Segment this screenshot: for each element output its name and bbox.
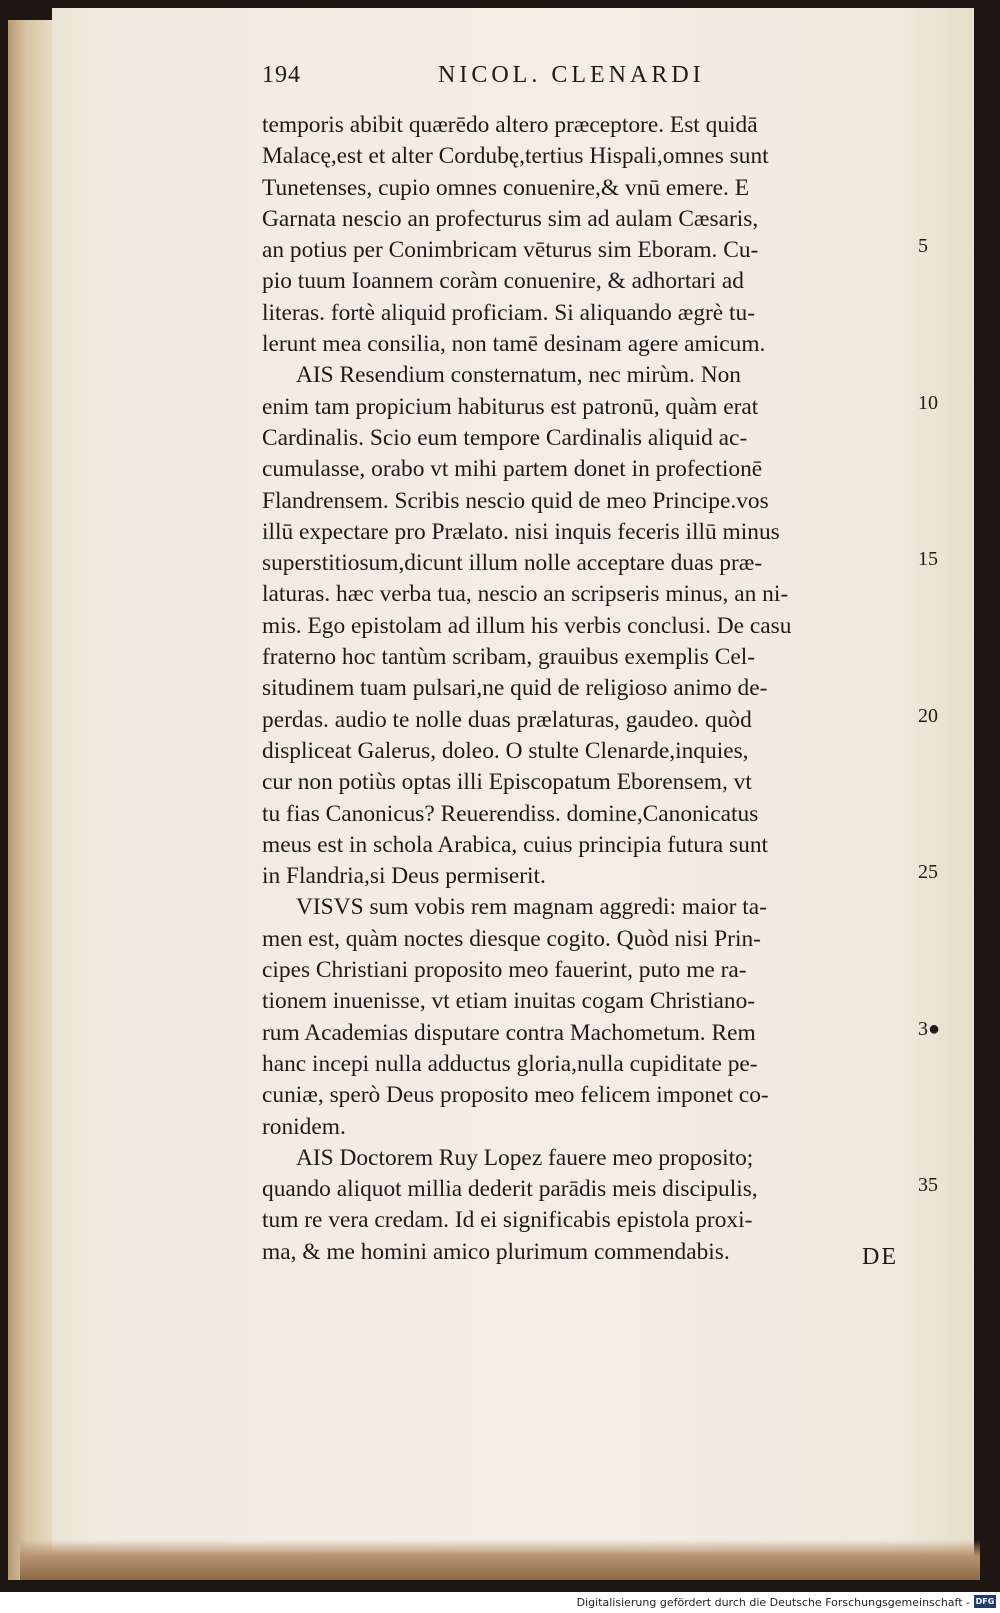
text-line: ma, & me homini amico plurimum commendabis. [262,1238,730,1265]
text-line: an potius per Conimbricam vēturus sim Eboram. Cu- [262,237,759,264]
text-line: perdas. audio te nolle duas prælaturas, gaudeo. quòd [262,706,752,733]
line-number: 3● [918,1018,941,1040]
text-line: enim tam propicium habiturus est patronū, quàm erat [262,393,759,420]
text-line: Garnata nescio an profecturus sim ad aulam Cæsaris, [262,205,759,232]
page-left-edge [8,20,54,1580]
catchword: DE [862,1244,898,1270]
text-line: laturas. hæc verba tua, nescio an scripseris minus, an ni- [262,581,789,608]
text-line: cumulasse, orabo vt mihi partem donet in profectionē [262,456,763,483]
line-number: 25 [918,861,938,883]
text-line: Cardinalis. Scio eum tempore Cardinalis aliquid ac- [262,424,748,451]
line-number: 35 [918,1174,938,1196]
page-header [262,62,902,102]
text-line: cuniæ, sperò Deus proposito meo felicem imponet co- [262,1082,769,1109]
text-line: Malacę,est et alter Cordubę,tertius Hispali,omnes sunt [262,143,769,170]
text-line: literas. fortè aliquid proficiam. Si aliquando ægrè tu- [262,299,756,326]
body-text [262,110,902,1268]
running-title: NICOL. CLENARDI [438,62,705,88]
text-line: illū expectare pro Prælato. nisi inquis feceris illū minus [262,518,780,545]
line-number: 20 [918,705,938,727]
text-line: temporis abibit quærēdo altero præceptore. Est quidā [262,112,758,138]
text-line: cipes Christiani proposito meo fauerint, puto me ra- [262,957,747,984]
text-line: Flandrensem. Scribis nescio quid de meo Principe.vos [262,487,769,514]
line-number: 5 [918,235,928,257]
text-line: AIS Resendium consternatum, nec mirùm. Non [296,362,741,389]
text-line: ronidem. [262,1113,346,1140]
dfg-logo: DFG [975,1597,995,1606]
text-line: tum re vera credam. Id ei significabis epistola proxi- [262,1207,753,1234]
text-line: lerunt mea consilia, non tamē desinam agere amicum. [262,331,766,358]
text-line: mis. Ego epistolam ad illum his verbis conclusi. De casu [262,612,792,639]
text-line: VISVS sum vobis rem magnam aggredi: maior ta- [296,894,767,921]
text-line: situdinem tuam pulsari,ne quid de religioso animo de- [262,675,768,702]
text-line: meus est in schola Arabica, cuius principia futura sunt [262,831,769,858]
text-line: in Flandria,si Deus permiserit. [262,863,546,890]
funding-credit: Digitalisierung gefördert durch die Deutsche Forschungsgemeinschaft - [576,1596,970,1609]
text-line: cur non potiùs optas illi Episcopatum Eborensem, vt [262,769,752,796]
text-line: fraterno hoc tantùm scribam, grauibus exemplis Cel- [262,644,756,671]
page-number: 194 [262,62,301,88]
text-line: tu fias Canonicus? Reuerendiss. domine,Canonicatus [262,800,759,827]
text-line: superstitiosum,dicunt illum nolle acceptare duas præ- [262,550,763,577]
text-line: Tunetenses, cupio omnes conuenire,& vnū emere. E [262,174,749,201]
text-line: AIS Doctorem Ruy Lopez fauere meo proposito; [296,1144,754,1171]
text-line: pio tuum Ioannem coràm conuenire, & adhortari ad [262,268,744,295]
line-number: 10 [918,392,938,414]
text-line: tionem inuenisse, vt etiam inuitas cogam Christiano- [262,988,756,1015]
text-line: quando aliquot millia dederit parādis meis discipulis, [262,1176,758,1203]
line-number: 15 [918,548,938,570]
text-line: men est, quàm noctes diesque cogito. Quòd nisi Prin- [262,925,761,952]
text-line: displiceat Galerus, doleo. O stulte Clenarde,inquies, [262,737,749,764]
page-bottom-edge [20,1540,980,1580]
text-line: rum Academias disputare contra Machometum. Rem [262,1019,756,1046]
text-line: hanc incepi nulla adductus gloria,nulla cupiditate pe- [262,1050,758,1077]
